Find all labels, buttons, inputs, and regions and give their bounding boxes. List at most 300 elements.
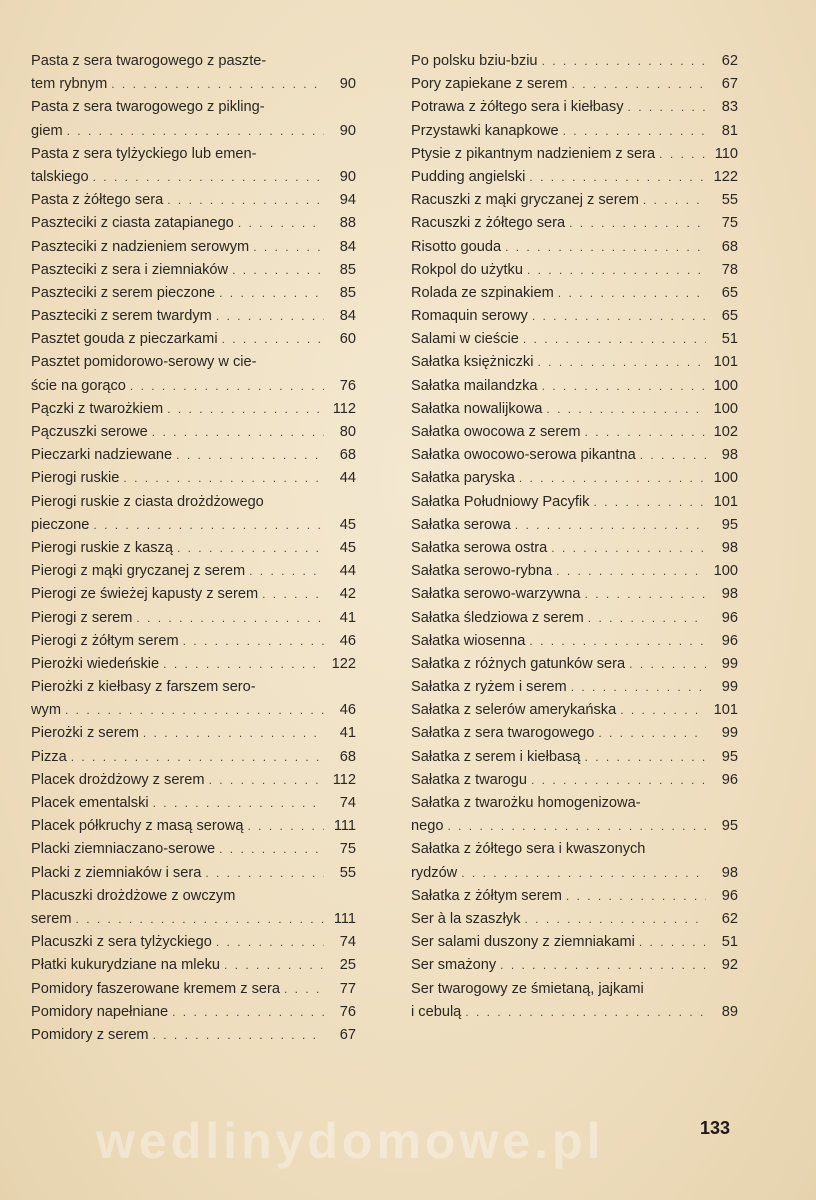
entry-title: i cebulą (411, 1003, 462, 1020)
index-entry (411, 96, 738, 119)
index-entry-line (411, 630, 738, 653)
leader-dots (177, 537, 324, 560)
entry-title: Sałatka Południowy Pacyfik (411, 493, 590, 510)
entry-title: Pierogi ruskie z kaszą (31, 539, 173, 556)
leader-dots (167, 398, 324, 421)
entry-title: Sałatka z żółtego sera i kwaszonych (411, 841, 646, 858)
index-entry (31, 398, 356, 421)
entry-page-number: 74 (339, 795, 356, 811)
entry-page-number: 99 (721, 679, 738, 696)
index-entry-line (31, 931, 356, 954)
index-entry (31, 444, 356, 467)
leader-dots (505, 236, 706, 259)
entry-title: ście na gorąco (31, 377, 126, 394)
leader-dots (152, 421, 324, 444)
entry-title: Sałatka z ryżem i serem (411, 679, 567, 696)
index-entry (411, 282, 738, 305)
leader-dots (284, 978, 324, 1001)
entry-title: Pierogi z żółtym serem (31, 632, 179, 649)
entry-title: Placki ziemniaczano-serowe (31, 841, 216, 858)
leader-dots (232, 259, 324, 282)
entry-title: Ptysie z pikantnym nadzieniem z sera (411, 145, 656, 162)
index-entry (411, 653, 738, 676)
entry-title: Po polsku bziu-bziu (411, 53, 538, 69)
leader-dots (593, 491, 706, 514)
leader-dots (523, 328, 706, 351)
index-entry-line (411, 305, 738, 328)
entry-title: Pączki z twarożkiem (31, 400, 164, 417)
index-entry-line (411, 50, 738, 73)
leader-dots (238, 212, 324, 235)
entry-title: Sałatka z żółtym serem (411, 887, 562, 904)
entry-title: Salami w cieście (411, 331, 519, 348)
index-entry (411, 189, 738, 212)
leader-dots (176, 444, 324, 467)
leader-dots (143, 722, 324, 745)
index-entry (411, 328, 738, 351)
index-entry-line (31, 259, 356, 282)
entry-page-number: 90 (339, 122, 356, 139)
entry-title: Ser smażony (411, 957, 497, 974)
index-column-left (31, 50, 356, 1047)
index-entry (411, 421, 738, 444)
entry-title: Racuszki z żółtego sera (411, 215, 566, 232)
index-entry (411, 491, 738, 514)
entry-title: Sałatka paryska (411, 470, 515, 487)
entry-page-number: 96 (721, 887, 738, 904)
leader-dots (219, 282, 324, 305)
leader-dots (585, 421, 706, 444)
entry-page-number: 95 (721, 748, 738, 765)
leader-dots (572, 73, 706, 96)
leader-dots (224, 954, 324, 977)
entry-title: Pasztet pomidorowo-serowy w cie- (31, 354, 257, 371)
leader-dots (569, 212, 706, 235)
index-entry (31, 305, 356, 328)
leader-dots (167, 189, 324, 212)
entry-title: Sałatka serowa ostra (411, 539, 548, 556)
index-entry (411, 143, 738, 166)
leader-dots (130, 375, 324, 398)
entry-page-number: 111 (333, 818, 356, 835)
index-entry-line (31, 792, 356, 815)
entry-title: Racuszki z mąki gryczanej z serem (411, 192, 639, 209)
index-entry (31, 491, 356, 537)
index-entry (411, 769, 738, 792)
index-entry-line (31, 50, 356, 73)
entry-page-number: 99 (721, 725, 738, 742)
watermark: wedlinydomowe.pl (96, 1113, 605, 1169)
leader-dots (123, 467, 324, 490)
entry-title: Ser twarogowy ze śmietaną, jajkami (411, 980, 644, 997)
index-entry-line (31, 908, 356, 931)
entry-title: Paszteciki z serem pieczone (31, 284, 216, 301)
index-entry (31, 537, 356, 560)
entry-page-number: 122 (713, 168, 738, 185)
index-entry-line (411, 537, 738, 560)
leader-dots (67, 120, 324, 143)
leader-dots (500, 954, 706, 977)
index-entry (31, 467, 356, 490)
index-entry (31, 1024, 356, 1047)
index-entry-line (31, 1024, 356, 1047)
entry-title: Sałatka śledziowa z serem (411, 609, 584, 626)
index-entry (411, 514, 738, 537)
entry-page-number: 100 (713, 377, 738, 394)
entry-page-number: 112 (332, 400, 356, 417)
entry-title: Paszteciki z ciasta zatapianego (31, 215, 234, 232)
entry-page-number: 90 (339, 76, 356, 93)
entry-page-number: 85 (339, 284, 356, 301)
index-entry-line (31, 838, 356, 861)
entry-page-number: 41 (339, 609, 356, 626)
index-entry (411, 537, 738, 560)
leader-dots (248, 815, 324, 838)
entry-title: giem (31, 122, 63, 139)
index-entry-line (411, 166, 738, 189)
entry-title: Pierogi ruskie (31, 470, 120, 487)
entry-page-number: 95 (721, 516, 738, 533)
index-entry-line (411, 143, 738, 166)
index-entry (31, 722, 356, 745)
entry-title: wym (31, 702, 61, 719)
index-entry-line (31, 73, 356, 96)
index-entry-line (31, 653, 356, 676)
index-entry (411, 305, 738, 328)
entry-page-number: 67 (339, 1026, 356, 1043)
index-entry (31, 189, 356, 212)
leader-dots (585, 746, 706, 769)
index-entry (31, 1001, 356, 1024)
index-entry (31, 954, 356, 977)
entry-page-number: 68 (721, 238, 738, 255)
index-entry-line (411, 978, 738, 1001)
entry-page-number: 101 (713, 702, 738, 719)
entry-page-number: 45 (339, 539, 356, 556)
entry-title: Przystawki kanapkowe (411, 122, 559, 139)
index-entry (31, 653, 356, 676)
page-number: 133 (700, 1118, 731, 1138)
index-entry (31, 746, 356, 769)
index-entry (411, 375, 738, 398)
entry-page-number: 44 (339, 563, 356, 580)
entry-page-number: 83 (721, 99, 738, 116)
entry-title: Pasztet gouda z pieczarkami (31, 331, 218, 348)
leader-dots (65, 699, 324, 722)
index-entry-line (411, 560, 738, 583)
leader-dots (209, 769, 324, 792)
entry-page-number: 42 (339, 586, 356, 603)
entry-title: Pasta z sera twarogowego z pikling- (31, 99, 265, 116)
index-entry-line (411, 189, 738, 212)
index-entry (411, 630, 738, 653)
leader-dots (71, 746, 324, 769)
index-entry-line (31, 143, 356, 166)
leader-dots (216, 931, 324, 954)
index-entry-line (411, 120, 738, 143)
entry-page-number: 94 (339, 192, 356, 209)
entry-title: Sałatka z twarożku homogenizowa- (411, 795, 641, 811)
index-entry-line (411, 722, 738, 745)
entry-page-number: 96 (721, 632, 738, 649)
entry-page-number: 85 (339, 261, 356, 278)
entry-page-number: 77 (339, 980, 356, 997)
index-entry-line (31, 978, 356, 1001)
index-entry (411, 583, 738, 606)
entry-title: rydzów (411, 864, 458, 881)
index-entry-line (31, 1001, 356, 1024)
entry-title: Romaquin serowy (411, 308, 528, 325)
entry-title: Ser salami duszony z ziemniakami (411, 934, 635, 951)
entry-page-number: 41 (339, 725, 356, 742)
leader-dots (546, 398, 706, 421)
leader-dots (519, 467, 706, 490)
index-entry-line (31, 885, 356, 908)
index-entry (31, 143, 356, 189)
index-entry (411, 50, 738, 73)
leader-dots (537, 351, 706, 374)
index-entry-line (31, 769, 356, 792)
entry-title: Pasta z sera tylżyckiego lub emen- (31, 145, 257, 162)
index-entry-line (411, 491, 738, 514)
leader-dots (585, 583, 706, 606)
index-entry-line (31, 514, 356, 537)
entry-page-number: 62 (721, 53, 738, 69)
index-entry-line (31, 746, 356, 769)
leader-dots (542, 50, 706, 73)
leader-dots (447, 815, 706, 838)
leader-dots (465, 1001, 706, 1024)
leader-dots (551, 537, 706, 560)
entry-title: Sałatka owocowa z serem (411, 424, 581, 440)
index-entry-line (411, 351, 738, 374)
index-entry (411, 467, 738, 490)
entry-title: Risotto gouda (411, 238, 502, 255)
index-entry (411, 746, 738, 769)
index-entry-line (31, 537, 356, 560)
entry-title: Sałatka z różnych gatunków sera (411, 655, 626, 672)
entry-page-number: 44 (339, 470, 356, 487)
index-entry-line (31, 607, 356, 630)
index-entry-line (31, 120, 356, 143)
entry-title: Pasta z żółtego sera (31, 192, 164, 209)
leader-dots (639, 931, 706, 954)
index-entry (411, 885, 738, 908)
entry-page-number: 95 (721, 818, 738, 835)
entry-title: Placuszki drożdżowe z owczym (31, 887, 236, 904)
index-entry (31, 769, 356, 792)
entry-title: Pierożki z serem (31, 725, 139, 742)
leader-dots (532, 305, 706, 328)
index-entry-line (411, 328, 738, 351)
entry-page-number: 92 (721, 957, 738, 974)
entry-title: Rolada ze szpinakiem (411, 284, 554, 301)
leader-dots (461, 862, 706, 885)
entry-page-number: 76 (339, 1003, 356, 1020)
entry-page-number: 75 (339, 841, 356, 858)
index-entry-line (411, 467, 738, 490)
index-entry (31, 792, 356, 815)
index-entry (31, 328, 356, 351)
index-entry (411, 560, 738, 583)
index-entry (31, 838, 356, 861)
entry-title: Sałatka owocowo-serowa pikantna (411, 447, 636, 464)
entry-page-number: 102 (713, 424, 738, 440)
entry-page-number: 99 (721, 655, 738, 672)
index-entry-line (411, 838, 738, 861)
leader-dots (76, 908, 324, 931)
index-entry-line (411, 699, 738, 722)
entry-title: Pączuszki serowe (31, 424, 148, 440)
index-entry-line (31, 815, 356, 838)
entry-page-number: 98 (721, 447, 738, 464)
entry-title: Pasta z sera twarogowego z paszte- (31, 53, 267, 69)
index-entry (31, 978, 356, 1001)
entry-page-number: 90 (339, 168, 356, 185)
entry-title: Rokpol do użytku (411, 261, 523, 278)
entry-title: Pomidory z serem (31, 1026, 149, 1043)
entry-page-number: 80 (339, 424, 356, 440)
entry-page-number: 88 (339, 215, 356, 232)
index-entry (411, 236, 738, 259)
entry-page-number: 76 (339, 377, 356, 394)
index-entry-line (411, 862, 738, 885)
leader-dots (643, 189, 706, 212)
leader-dots (529, 630, 706, 653)
entry-page-number: 51 (721, 934, 738, 951)
entry-title: Placek półkruchy z masą serową (31, 818, 244, 835)
entry-title: Pizza (31, 748, 67, 765)
entry-page-number: 60 (339, 331, 356, 348)
index-entry-line (31, 375, 356, 398)
leader-dots (205, 862, 324, 885)
entry-title: Sałatka z sera twarogowego (411, 725, 595, 742)
index-entry-line (31, 560, 356, 583)
entry-title: Pomidory napełniane (31, 1003, 169, 1020)
index-entry (31, 815, 356, 838)
entry-page-number: 84 (339, 238, 356, 255)
entry-page-number: 45 (339, 516, 356, 533)
index-entry-line (411, 931, 738, 954)
index-entry-line (411, 282, 738, 305)
index-entry (411, 954, 738, 977)
index-entry (411, 838, 738, 884)
index-entry-line (411, 885, 738, 908)
entry-title: Sałatka z serem i kiełbasą (411, 748, 581, 765)
leader-dots (219, 838, 324, 861)
index-entry-line (31, 305, 356, 328)
entry-page-number: 67 (721, 76, 738, 93)
index-entry (411, 73, 738, 96)
entry-title: Placek ementalski (31, 795, 149, 811)
index-entry-line (411, 769, 738, 792)
leader-dots (659, 143, 706, 166)
entry-page-number: 68 (339, 748, 356, 765)
leader-dots (566, 885, 706, 908)
index-entry (31, 607, 356, 630)
entry-title: Pudding angielski (411, 168, 526, 185)
index-entry (411, 676, 738, 699)
entry-title: Paszteciki z nadzieniem serowym (31, 238, 250, 255)
entry-title: Sałatka serowa (411, 516, 511, 533)
index-entry-line (411, 653, 738, 676)
entry-page-number: 96 (721, 609, 738, 626)
entry-page-number: 100 (713, 563, 738, 580)
leader-dots (527, 259, 706, 282)
entry-page-number: 68 (339, 447, 356, 464)
leader-dots (262, 583, 324, 606)
index-entry (31, 630, 356, 653)
leader-dots (253, 236, 324, 259)
index-entry-line (31, 96, 356, 119)
leader-dots (172, 1001, 324, 1024)
leader-dots (515, 514, 706, 537)
entry-page-number: 98 (721, 864, 738, 881)
index-entry (31, 421, 356, 444)
entry-title: Sałatka nowalijkowa (411, 400, 543, 417)
entry-title: Pierogi z mąki gryczanej z serem (31, 563, 246, 580)
entry-page-number: 78 (721, 261, 738, 278)
entry-title: Placuszki z sera tylżyckiego (31, 934, 212, 951)
entry-page-number: 65 (721, 308, 738, 325)
entry-title: Ser à la szaszłyk (411, 910, 521, 927)
entry-page-number: 74 (339, 934, 356, 951)
index-entry (31, 96, 356, 142)
index-entry-line (31, 166, 356, 189)
index-entry-line (411, 421, 738, 444)
index-entry-line (31, 630, 356, 653)
index-entry (411, 166, 738, 189)
index-entry-line (31, 282, 356, 305)
index-entry-line (411, 212, 738, 235)
entry-page-number: 62 (721, 910, 738, 927)
leader-dots (640, 444, 706, 467)
entry-title: tem rybnym (31, 76, 108, 93)
entry-page-number: 51 (721, 331, 738, 348)
entry-title: Pomidory faszerowane kremem z sera (31, 980, 280, 997)
entry-title: Paszteciki z sera i ziemniaków (31, 261, 229, 278)
leader-dots (163, 653, 324, 676)
entry-page-number: 100 (713, 470, 738, 487)
index-entry (31, 560, 356, 583)
entry-title: Pierożki z kiełbasy z farszem sero- (31, 679, 256, 696)
index-entry-line (31, 421, 356, 444)
leader-dots (571, 676, 706, 699)
index-entry-line (411, 444, 738, 467)
index-entry-line (411, 514, 738, 537)
entry-page-number: 81 (721, 122, 738, 139)
leader-dots (629, 653, 706, 676)
leader-dots (136, 607, 324, 630)
index-entry (411, 908, 738, 931)
entry-title: nego (411, 818, 444, 835)
entry-page-number: 98 (721, 586, 738, 603)
leader-dots (563, 120, 706, 143)
entry-title: Sałatka z twarogu (411, 771, 528, 788)
index-entry-line (31, 189, 356, 212)
entry-page-number: 46 (339, 632, 356, 649)
entry-title: Potrawa z żółtego sera i kiełbasy (411, 99, 624, 116)
entry-title: Sałatka księżniczki (411, 354, 534, 371)
index-entry (31, 282, 356, 305)
index-entry-line (31, 676, 356, 699)
entry-title: Sałatka serowo-rybna (411, 563, 553, 580)
entry-page-number: 110 (714, 145, 738, 162)
entry-page-number: 25 (339, 957, 356, 974)
index-entry (31, 259, 356, 282)
index-entry-line (31, 699, 356, 722)
entry-title: Pory zapiekane z serem (411, 76, 568, 93)
